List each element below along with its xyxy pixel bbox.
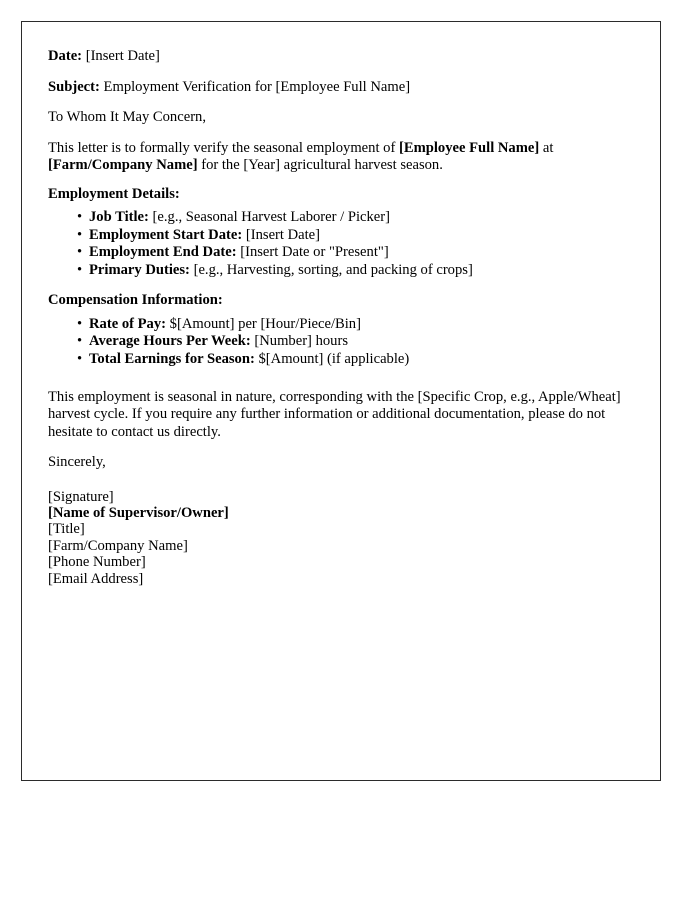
company-name: [Farm/Company Name] — [48, 537, 188, 554]
list-item — [77, 333, 626, 351]
subject-label: Subject: — [48, 78, 100, 95]
item-value: $[Amount] (if applicable) — [258, 351, 410, 368]
list-item — [77, 209, 626, 227]
employee-name-placeholder: [Employee Full Name] — [398, 139, 540, 156]
closing-paragraph: This employment is seasonal in nature, corresponding with the [Specific Crop, e.g., Apple/Wheat] harvest cycle. If you require any further information or additional documentation, please do not hesitate to contact us directly. — [48, 388, 621, 440]
date-line — [48, 48, 626, 66]
email-address: [Email Address] — [48, 570, 144, 587]
item-label: Average Hours Per Week: — [89, 333, 251, 350]
item-label: Rate of Pay: — [89, 315, 166, 332]
subject-value: Employment Verification for [Employee Full Name] — [103, 78, 411, 95]
item-value: [Number] hours — [254, 333, 348, 350]
supervisor-title: [Title] — [48, 521, 85, 538]
list-item — [77, 351, 626, 369]
list-item — [77, 316, 626, 334]
compensation-information-heading: Compensation Information: — [48, 292, 223, 309]
item-value: [e.g., Harvesting, sorting, and packing of crops] — [193, 261, 473, 278]
list-item — [77, 262, 626, 280]
phone-number: [Phone Number] — [48, 554, 146, 571]
item-value: [Insert Date or "Present"] — [240, 244, 389, 261]
supervisor-name: [Name of Supervisor/Owner] — [48, 505, 229, 522]
date-value: [Insert Date] — [85, 48, 160, 64]
sign-off: Sincerely, — [48, 454, 106, 471]
item-value: [Insert Date] — [245, 226, 321, 243]
employment-details-list — [48, 209, 626, 279]
item-label: Employment Start Date: — [89, 226, 243, 243]
letter-page-border — [21, 21, 661, 781]
compensation-information-list — [48, 316, 626, 369]
list-item — [77, 227, 626, 245]
company-name-placeholder: [Farm/Company Name] — [48, 157, 198, 173]
list-item — [77, 244, 626, 262]
date-label: Date: — [48, 48, 83, 64]
letter-body — [22, 22, 660, 587]
item-label: Primary Duties: — [89, 261, 190, 278]
item-value: [e.g., Seasonal Harvest Laborer / Picker] — [152, 209, 390, 225]
employment-details-heading: Employment Details: — [48, 185, 180, 202]
salutation: To Whom It May Concern, — [48, 109, 206, 125]
paragraph-spacer — [48, 382, 626, 389]
intro-part1: This letter is to formally verify the seasonal employment of — [48, 139, 399, 156]
item-label: Total Earnings for Season: — [89, 351, 255, 368]
intro-part2: at — [539, 139, 554, 156]
item-value: $[Amount] per [Hour/Piece/Bin] — [169, 315, 361, 332]
signature-placeholder: [Signature] — [48, 488, 114, 505]
intro-paragraph — [48, 140, 626, 175]
item-label: Employment End Date: — [89, 244, 237, 261]
item-label: Job Title: — [89, 209, 149, 225]
subject-line — [48, 79, 626, 97]
intro-part3: for the [Year] agricultural harvest season. — [197, 157, 443, 173]
signature-block — [48, 489, 626, 587]
